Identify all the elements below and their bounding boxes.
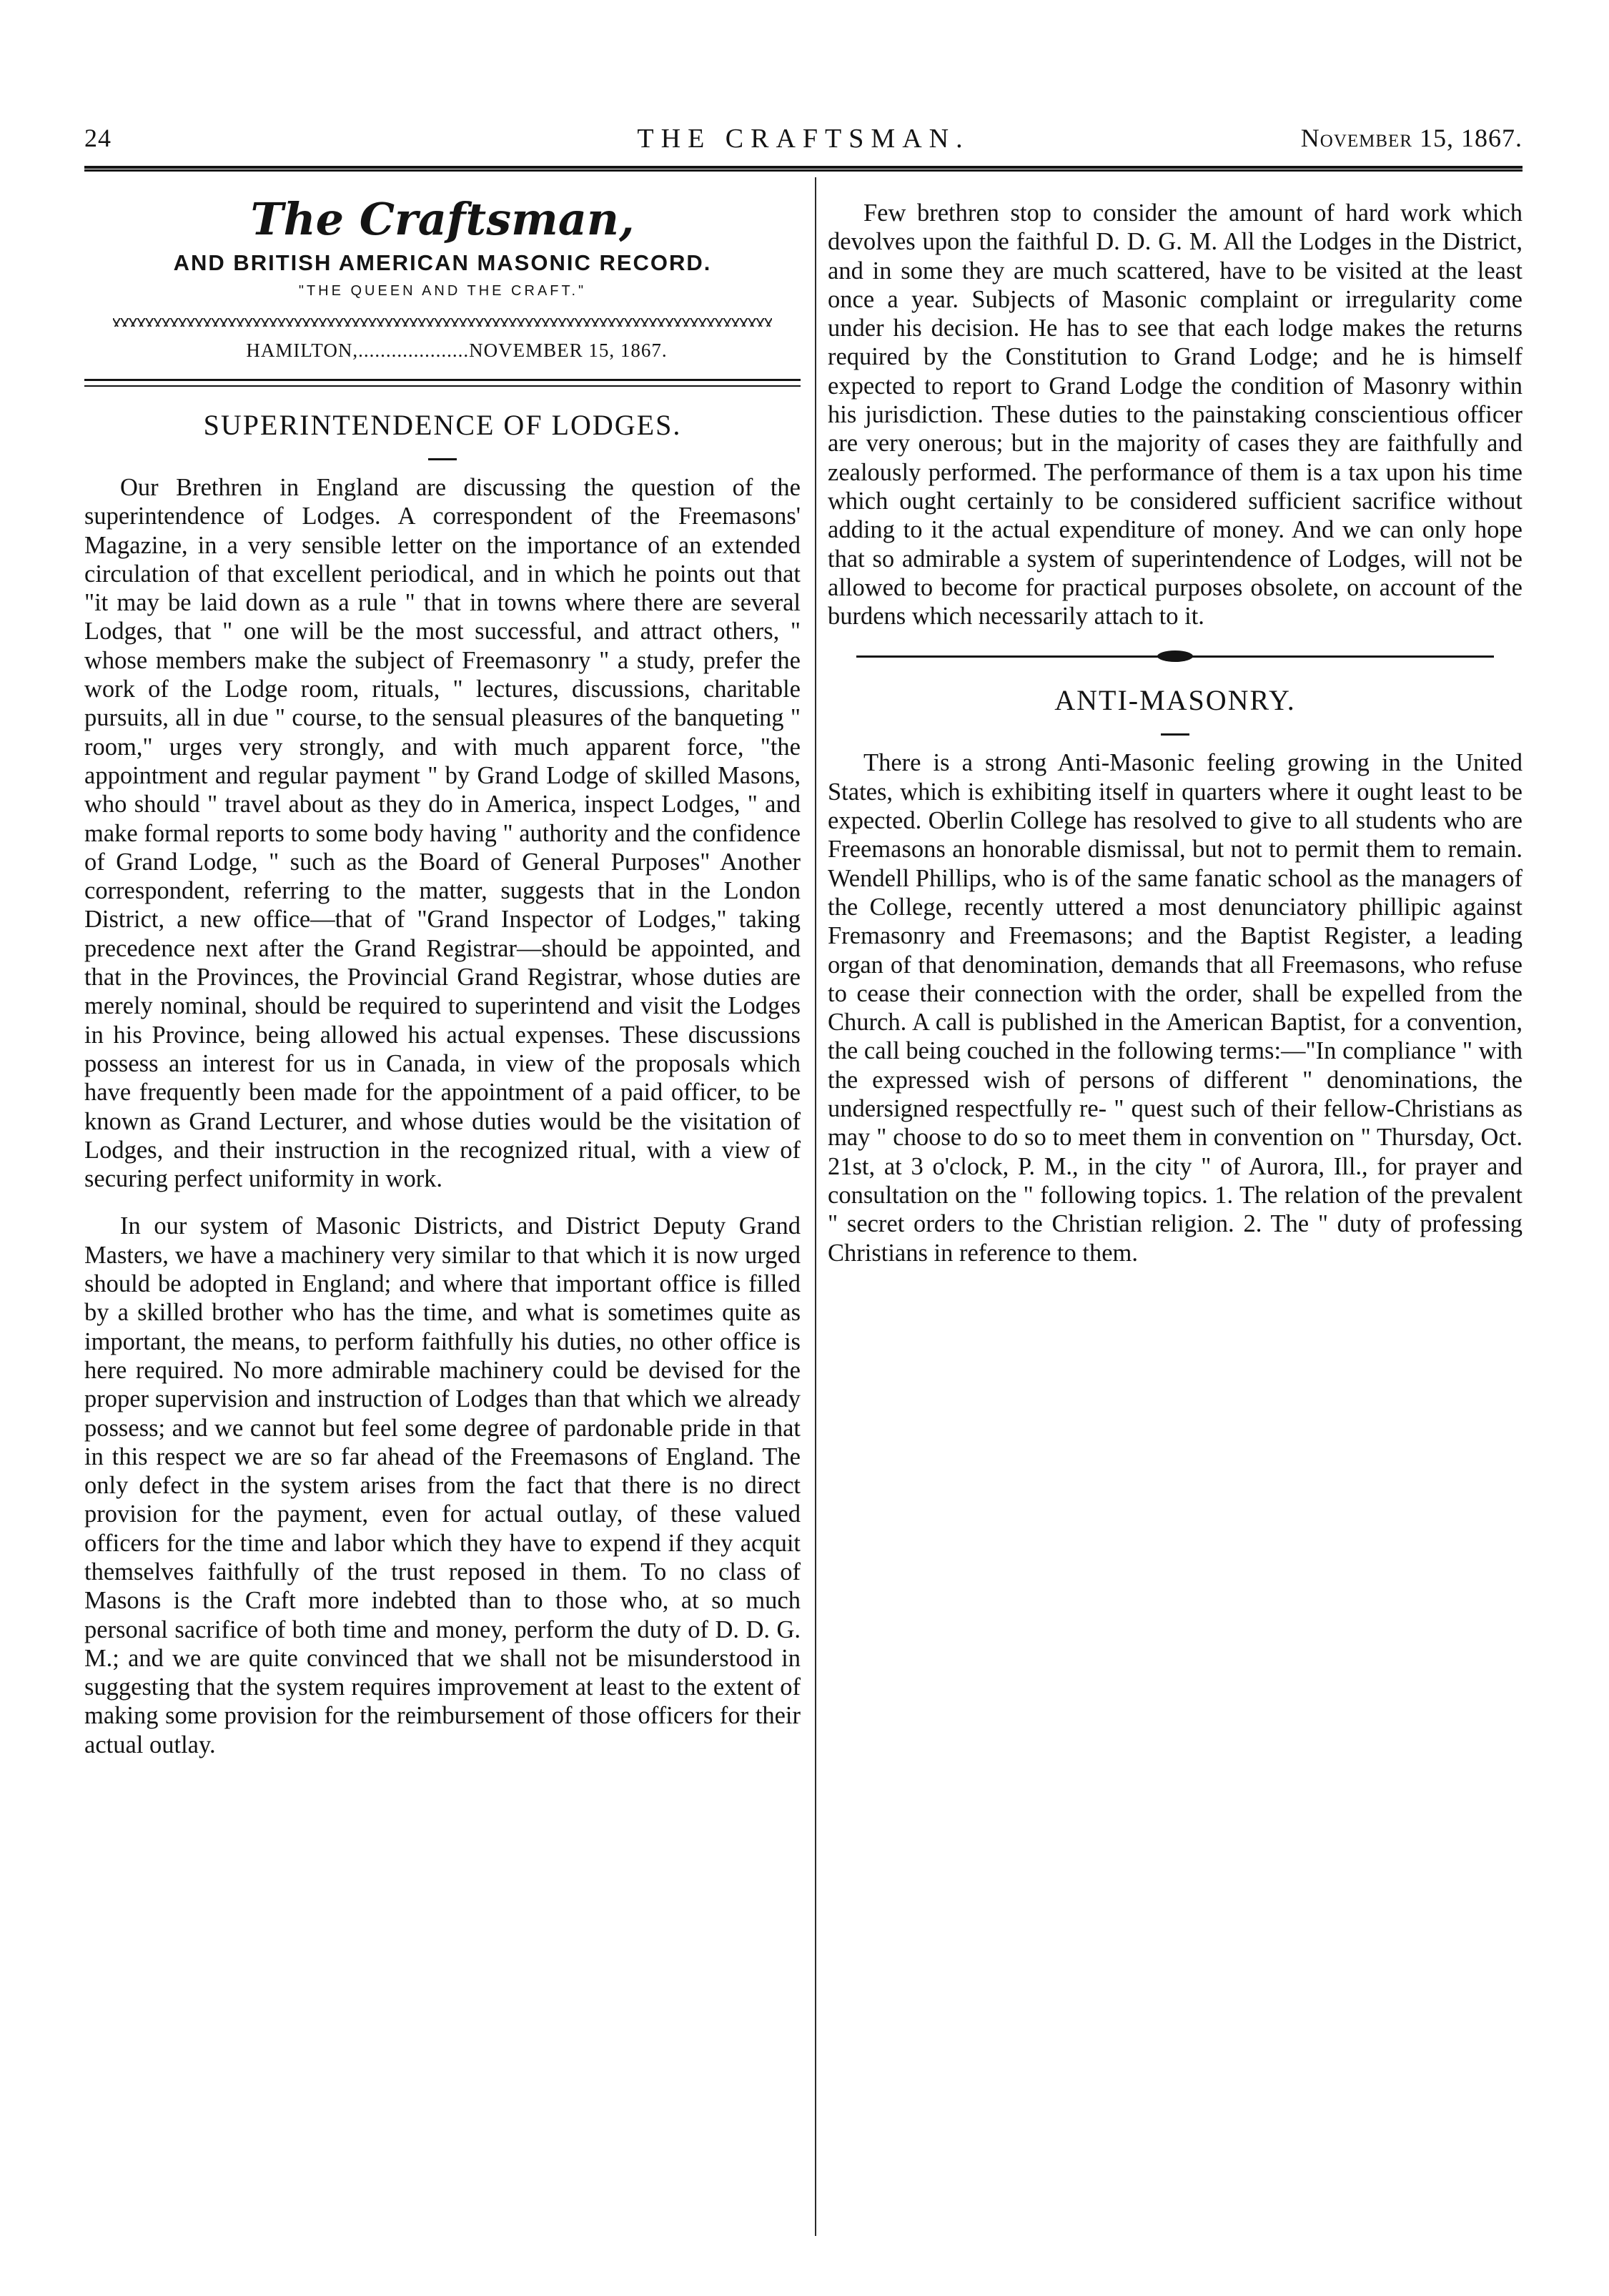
page-number: 24 <box>84 124 112 152</box>
article-paragraph: In our system of Masonic Districts, and District Deputy Grand Masters, we have a machinery very similar to that which it is now urged should be adopted in England; and where that important office is filled by a skilled brother who has the time, and what is sometimes quite as important, the means, to perform faithfully his duties, no other office is here required. No more admirable machinery could be devised for the proper supervision and instruction of Lodges than that which we already possess; and we cannot but feel some degree of pardonable pride in that in this respect we are so far ahead of the Freemasons of England. The only defect in the system arises from the fact that there is no direct provision for the payment, even for actual outlay, of these valued officers for the time and labor which they have to expend if they acquit themselves faithfully of the trust reposed in them. To no class of Masons is the Craft more indebted than to those who, at so much personal sacrifice of both time and money, perform the duty of D. D. G. M.; and we are quite convinced that we shall not be misunderstood in suggesting that the system requires improvement at least to the extent of making some provision for the reimbursement of those officers for their actual outlay. <box>84 1212 801 1758</box>
article-heading-superintendence: SUPERINTENDENCE OF LODGES. <box>203 409 682 441</box>
heading-dash <box>428 458 457 460</box>
masthead-subtitle: AND BRITISH AMERICAN MASONIC RECORD. <box>173 250 712 275</box>
double-rule <box>84 379 801 387</box>
ornamental-rule <box>856 652 1494 662</box>
header-rule <box>84 166 1523 172</box>
heading-dash <box>1161 733 1189 736</box>
wavy-rule <box>113 318 772 327</box>
masthead-title: The Craftsman, <box>250 193 635 245</box>
left-column <box>84 180 801 1759</box>
article-heading-antimasonry: ANTI-MASONRY. <box>1054 684 1296 717</box>
masthead <box>84 194 801 387</box>
issue-date: November 15, 1867. <box>1300 124 1523 152</box>
article-paragraph: There is a strong Anti-Masonic feeling growing in the United States, which is exhibiting itself in quarters where it ought least to be expected. Oberlin College has resolved to give to all students who are Freemasons an honorable dismissal, but not to permit them to remain. Wendell Phillips, who is of the same fanatic school as the managers of the College, recently uttered a most denunciatory phillipic against Fremasonry and Freemasons; and the Baptist Register, a leading organ of that denomination, demands that all Freemasons, who refuse to cease their connection with the order, shall be expelled from the Church. A call is published in the American Baptist, for a convention, the call being couched in the following terms:—"In compliance " with the expressed wish of persons of different " denominations, the undersigned respectfully re- " quest such of their fellow-Christians as may " choose to do so to meet them in convention on " Thursday, Oct. 21st, at 3 o'clock, P. M., in the city " of Aurora, Ill., for prayer and consultation on the " following topics. 1. The relation of the prevalent " secret orders to the Christian religion. 2. The " duty of professing Christians in reference to them. <box>828 749 1523 1267</box>
column-divider <box>815 177 816 2236</box>
running-head <box>84 123 1523 159</box>
right-column <box>828 180 1523 1267</box>
dateline: HAMILTON,....................NOVEMBER 15, 1867. <box>246 340 668 361</box>
article-paragraph: Our Brethren in England are discussing the question of the superintendence of Lodges. A correspondent of the Freemasons' Magazine, in a very sensible letter on the importance of an extended circulation of that excellent periodical, and in which he points out that "it may be laid down as a rule " that in towns where there are several Lodges, that " one will be the most successful, and attract others, " whose members make the subject of Freemasonry " a study, prefer the work of the Lodge room, rituals, " lectures, discussions, charitable pursuits, all in due " course, to the sensual pleasures of the banqueting " room," urges very strongly, and with much apparent force, "the appointment and regular payment " by Grand Lodge of skilled Masons, who should " travel about as they do in America, inspect Lodges, " and make formal reports to some body having " authority and the confidence of Grand Lodge, " such as the Board of General Purposes" Another correspondent, referring to the matter, suggests that in the London District, a new office—that of "Grand Inspector of Lodges," taking precedence next after the Grand Registrar—should be appointed, and that in the Provinces, the Provincial Grand Registrar, whose duties are merely nominal, should be required to superintend and visit the Lodges in his Province, being allowed his actual expenses. These discussions possess an interest for us in Canada, in view of the proposals which have frequently been made for the appointment of a paid officer, to be known as Grand Lecturer, and whose duties would be the visitation of Lodges, and their instruction in the recognized ritual, with a view of securing perfect uniformity in work. <box>84 474 801 1193</box>
masthead-motto: "THE QUEEN AND THE CRAFT." <box>298 283 587 299</box>
journal-title: THE CRAFTSMAN. <box>637 124 970 154</box>
article-paragraph: Few brethren stop to consider the amount of hard work which devolves upon the faithful D. D. G. M. All the Lodges in the District, and in some they are much scattered, have to be visited at the least once a year. Subjects of Masonic complaint or irregularity come under his decision. He has to see that each lodge makes the returns required by the Constitution to Grand Lodge; and he is himself expected to report to Grand Lodge the condition of Masonry within his jurisdiction. These duties to the painstaking conscientious officer are very onerous; but in the majority of cases they are faithfully and zealously performed. The performance of them is a tax upon his time which ought certainly to be considered sufficient sacrifice without adding to it the actual expenditure of money. And we can only hope that so admirable a system of superintendence of Lodges, will not be allowed to become for practical purposes obsolete, on account of the burdens which necessarily attach to it. <box>828 199 1523 630</box>
